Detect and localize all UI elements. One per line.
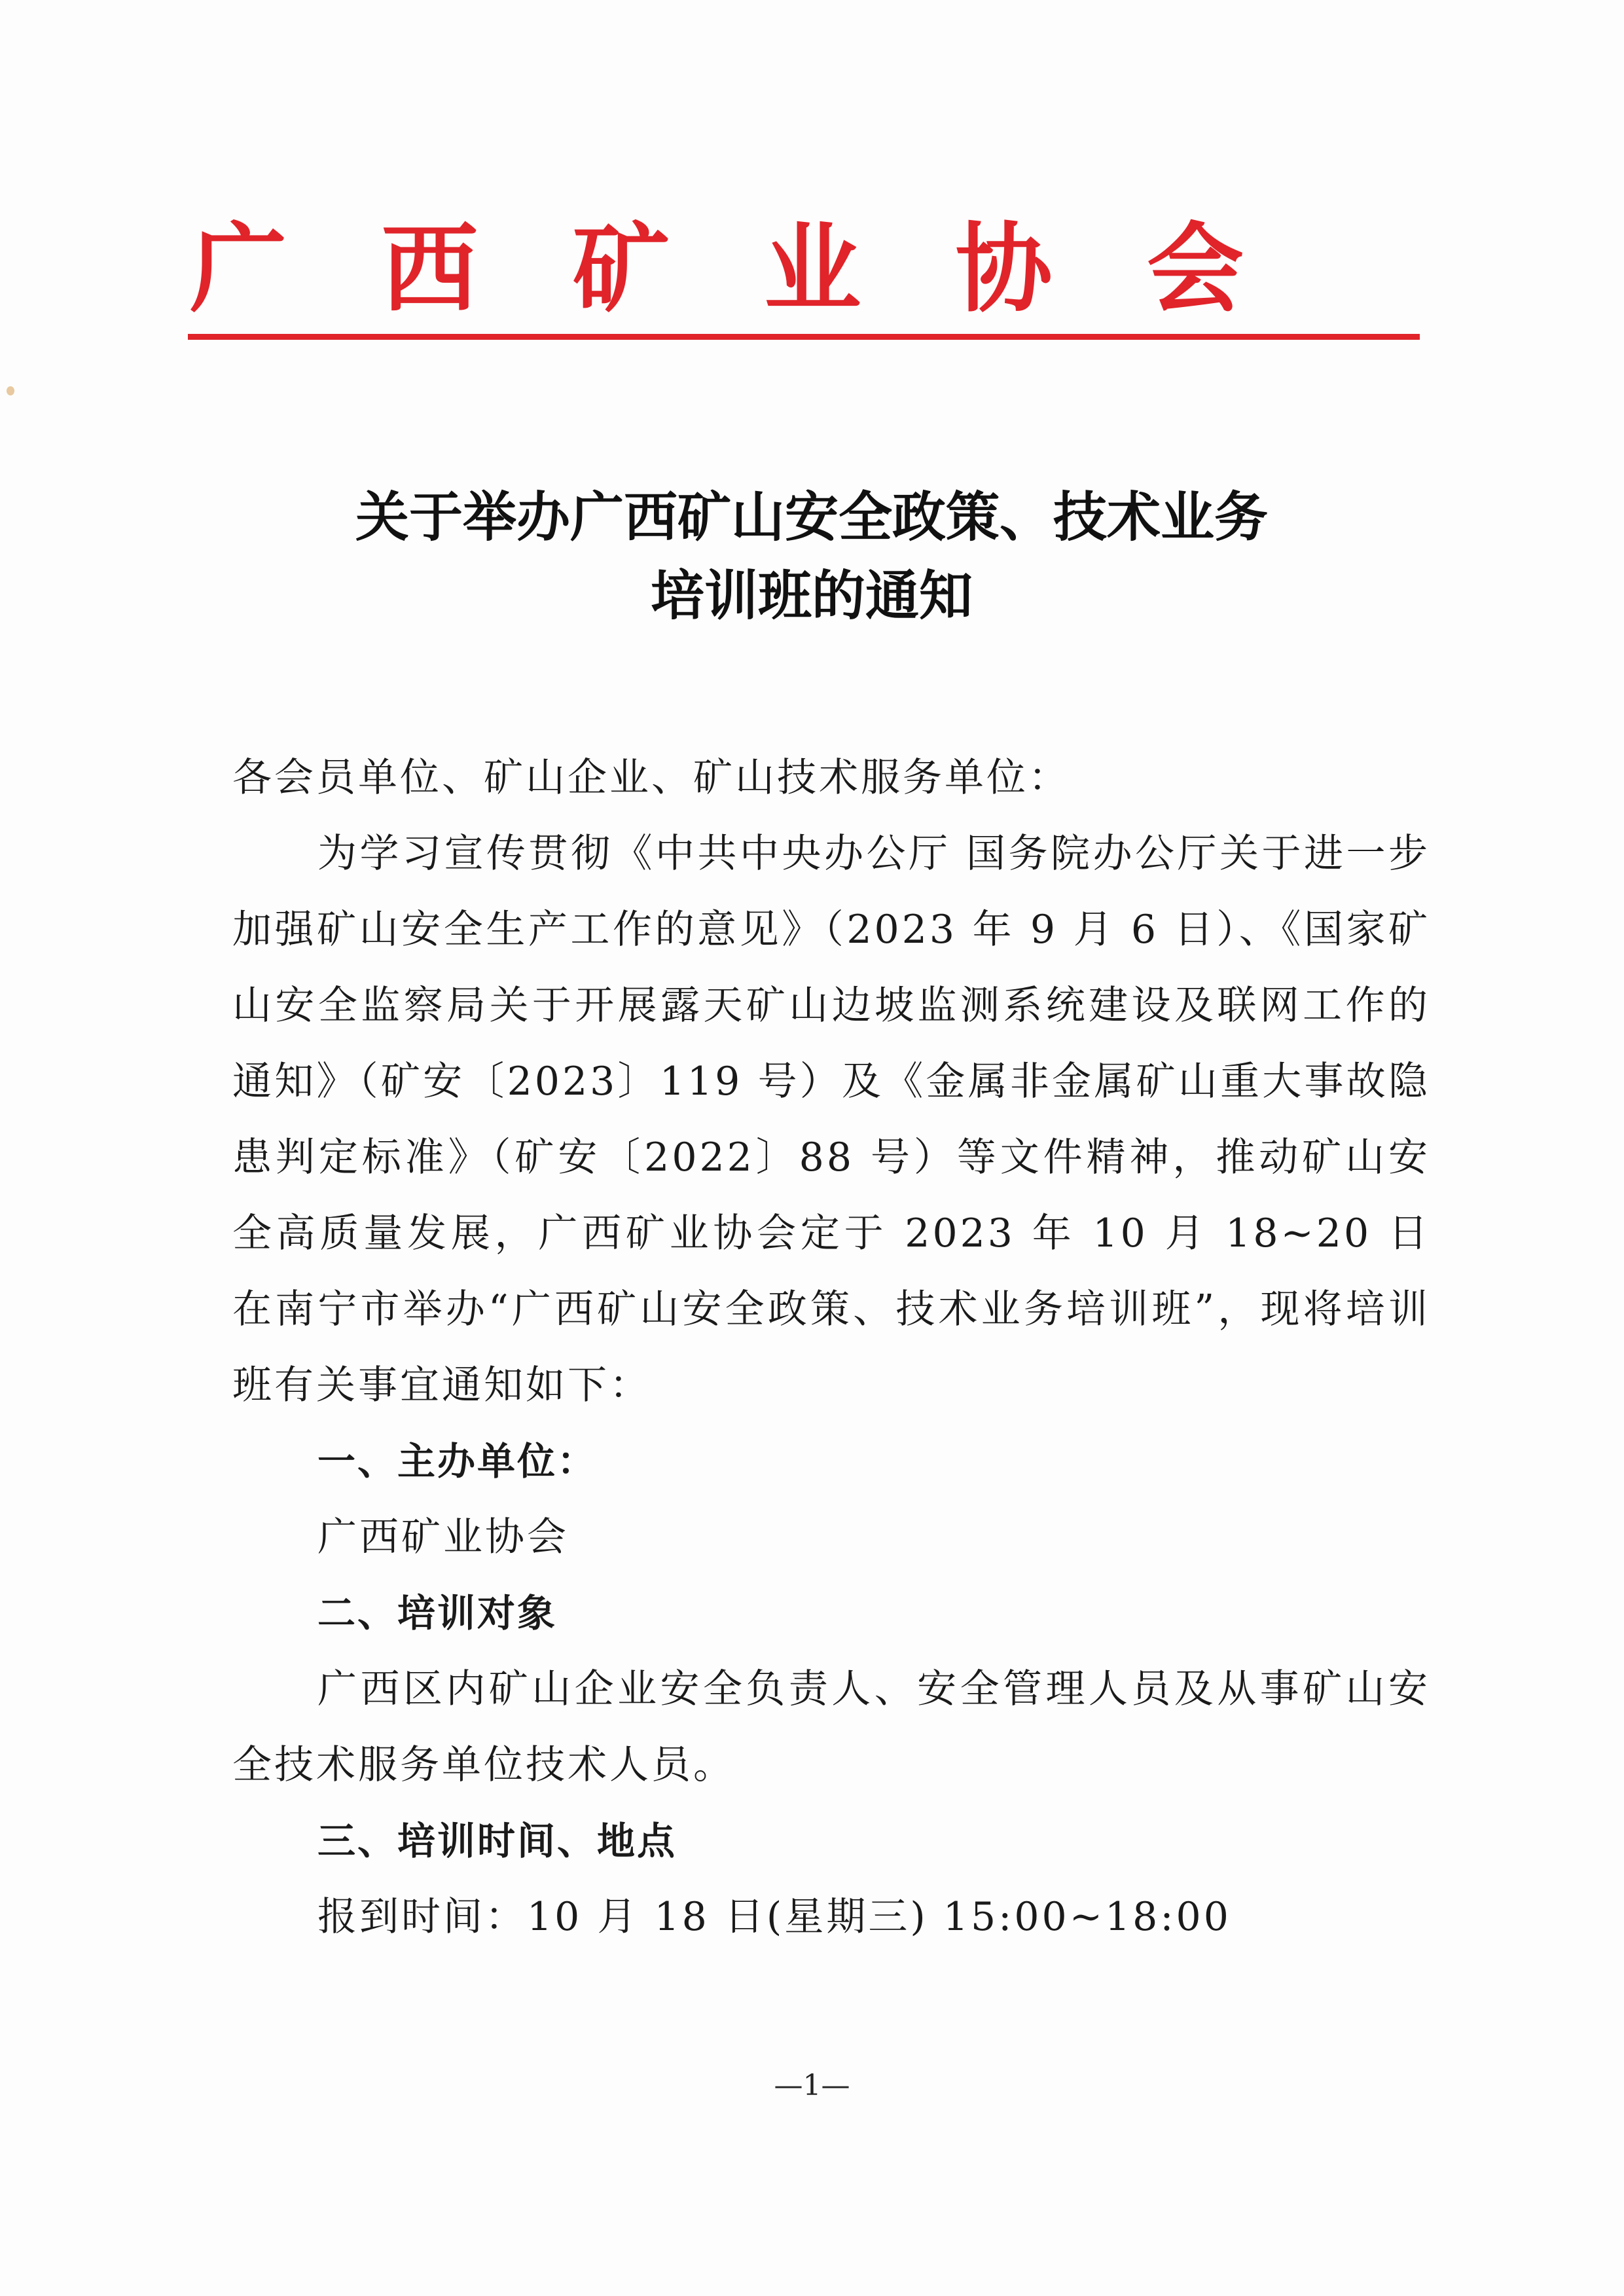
- section-1-heading: 一、主办单位：: [317, 1439, 598, 1484]
- scan-speck: [7, 386, 14, 395]
- intro-paragraph: 为学习宣传贯彻《中共中央办公厅 国务院办公厅关于进一步加强矿山安全生产工作的意见》（2023 年 9 月 6 日）、《国家矿山安全监察局关于开展露天矿山边坡监测系统建设及联网工作的通知》（矿安〔2023〕119 号）及《金属非金属矿山重大事故隐患判定标准》（矿安〔2022〕88 号）等文件精神，推动矿山安全高质量发展，广西矿业协会定于 2023 年 10 月 18~20 日在南宁市举办“广西矿山安全政策、技术业务培训班”，现将培训班有关事宜通知如下：: [232, 831, 1430, 1408]
- letterhead-char: 广: [190, 211, 287, 325]
- letterhead-char: 西: [381, 211, 478, 325]
- title-line-1: 关于举办广西矿山安全政策、技术业务: [355, 486, 1268, 549]
- salutation: 各会员单位、矿山企业、矿山技术服务单位：: [232, 755, 1070, 801]
- organization-letterhead: [190, 210, 1244, 327]
- letterhead-red-rule: [188, 334, 1420, 340]
- section-3-text: 报到时间：10 月 18 日(星期三) 15:00~18:00: [317, 1894, 1231, 1940]
- section-2-text: 广西区内矿山企业安全负责人、安全管理人员及从事矿山安全技术服务单位技术人员。: [232, 1666, 1430, 1788]
- section-2-heading: 二、培训对象: [317, 1591, 558, 1635]
- document-title: [196, 478, 1427, 635]
- section-1-text: 广西矿业协会: [317, 1514, 569, 1560]
- section-3-heading: 三、培训时间、地点: [317, 1819, 677, 1863]
- letterhead-char: 协: [955, 211, 1053, 325]
- letterhead-char: 矿: [572, 211, 670, 325]
- letterhead-char: 业: [764, 211, 861, 325]
- letterhead-char: 会: [1146, 211, 1244, 325]
- title-line-2: 培训班的通知: [650, 564, 973, 627]
- document-body: [232, 740, 1430, 1955]
- page-number: —1—: [774, 2069, 850, 2102]
